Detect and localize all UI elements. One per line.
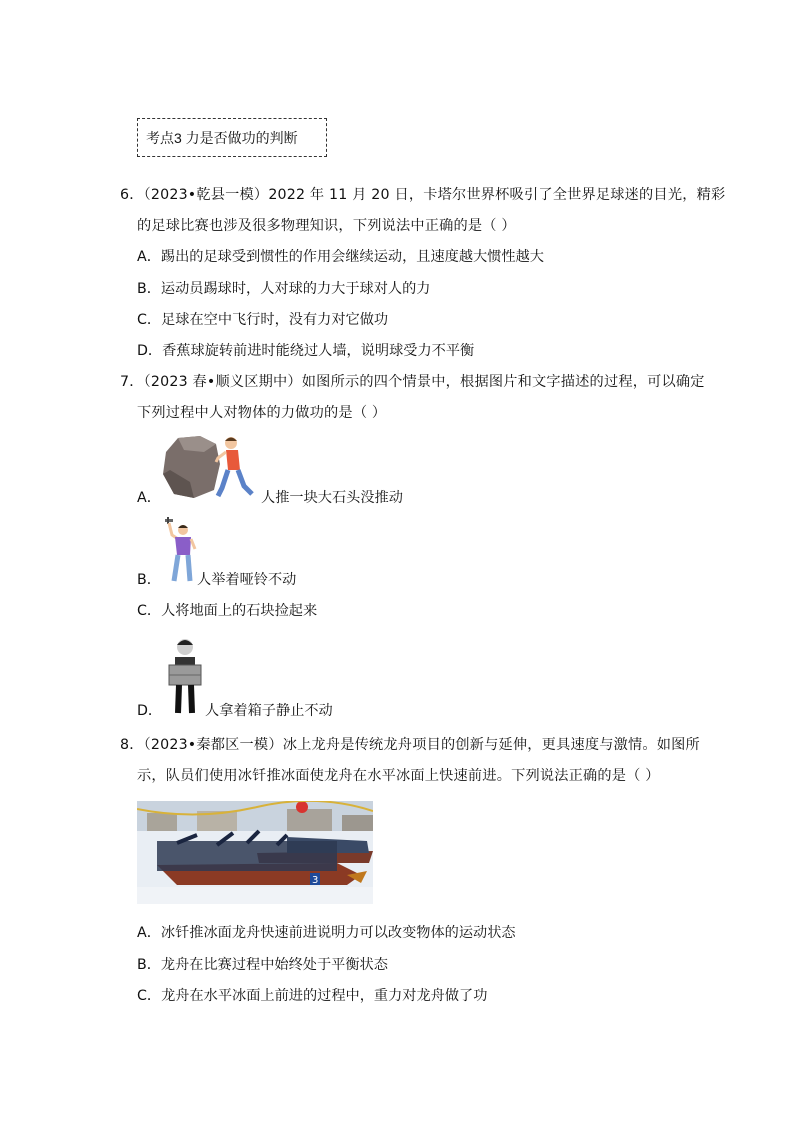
boat-number-text: 3: [312, 875, 319, 886]
dumbbell-figure: [160, 517, 200, 585]
q6-line1: 6．（2023•乾县一模）2022 年 11 月 20 日，卡塔尔世界杯吸引了全世界足球迷的目光，精彩: [120, 187, 726, 203]
q8-option-b: B．龙舟在比赛过程中始终处于平衡状态: [137, 957, 388, 973]
q7-line1: 7．（2023 春•顺义区期中）如图所示的四个情景中，根据图片和文字描述的过程，可以确定: [120, 374, 705, 390]
topic-label: 考点3 力是否做功的判断: [146, 129, 298, 146]
q7-option-b-letter: B．: [137, 572, 161, 588]
push-rock-figure: [160, 434, 260, 502]
q8-option-c: C．龙舟在水平冰面上前进的过程中，重力对龙舟做了功: [137, 988, 488, 1004]
q7-line2: 下列过程中人对物体的力做功的是（ ）: [137, 405, 387, 421]
q7-option-d-text: 人拿着箱子静止不动: [205, 703, 333, 719]
q6-option-c: C．足球在空中飞行时，没有力对它做功: [137, 312, 389, 328]
q7-option-d-letter: D．: [137, 703, 163, 719]
box-holder-figure: [163, 637, 207, 715]
q6-option-b: B．运动员踢球时，人对球的力大于球对人的力: [137, 281, 431, 297]
q6-option-a: A．踢出的足球受到惯性的作用会继续运动，且速度越大惯性越大: [137, 249, 544, 265]
q7-option-a-text: 人推一块大石头没推动: [261, 490, 403, 506]
q6-option-d: D．香蕉球旋转前进时能绕过人墙，说明球受力不平衡: [137, 343, 475, 359]
q7-option-a-letter: A．: [137, 490, 161, 506]
q7-option-c: C．人将地面上的石块捡起来: [137, 603, 318, 619]
q8-option-a: A．冰钎推冰面龙舟快速前进说明力可以改变物体的运动状态: [137, 925, 516, 941]
q6-line2: 的足球比赛也涉及很多物理知识，下列说法中正确的是（ ）: [137, 218, 516, 234]
q7-option-b-text: 人举着哑铃不动: [197, 572, 297, 588]
q8-line1: 8．（2023•秦都区一模）冰上龙舟是传统龙舟项目的创新与延伸，更具速度与激情。如图所: [120, 737, 700, 753]
q8-line2: 示，队员们使用冰钎推冰面使龙舟在水平冰面上快速前进。下列说法正确的是（ ）: [137, 768, 660, 784]
topic-box: [137, 118, 327, 157]
dragon-boat-photo: [137, 801, 373, 904]
